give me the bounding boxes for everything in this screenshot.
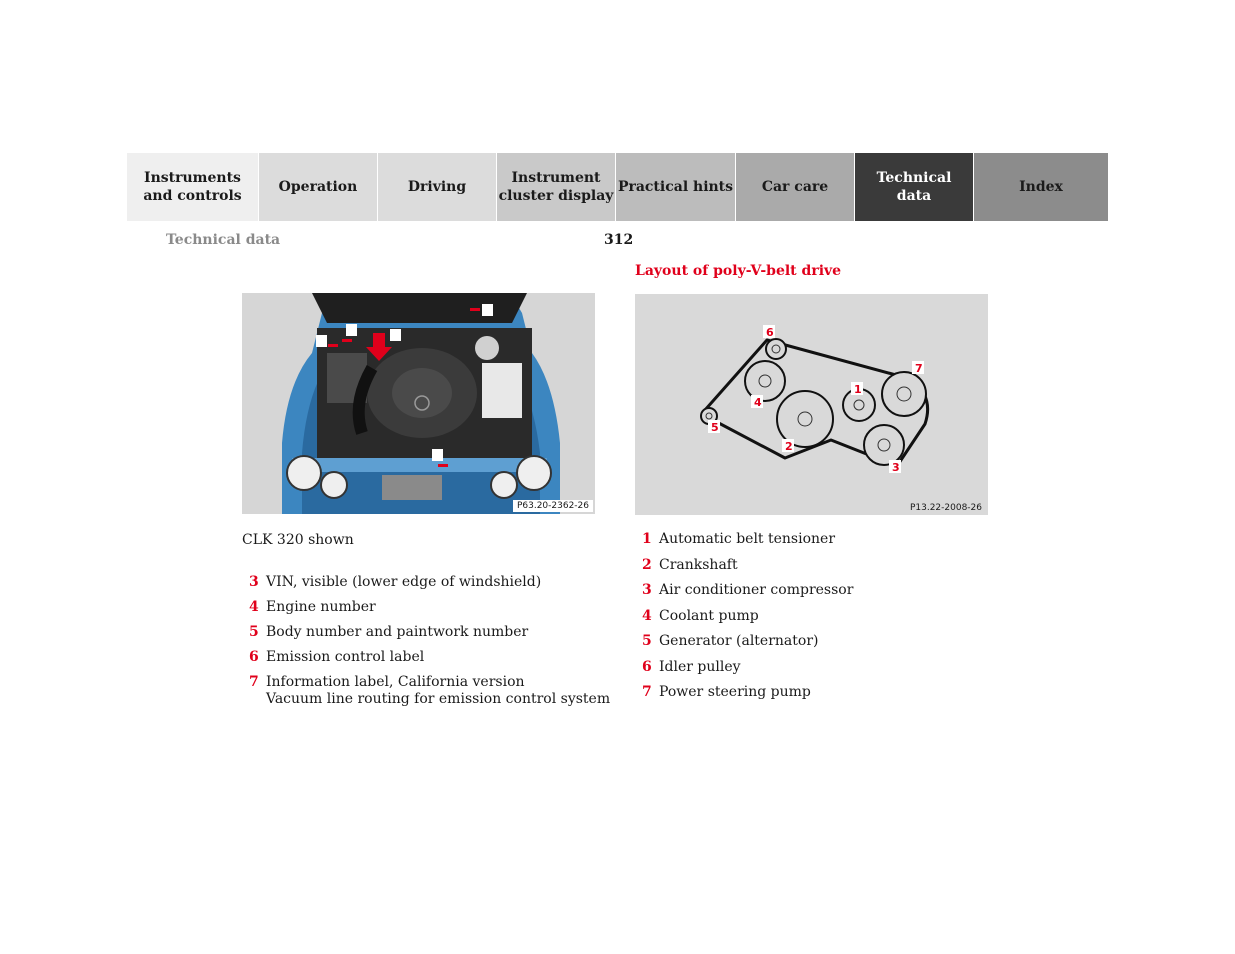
list-item — [242, 674, 610, 708]
belt-drive-heading: Layout of poly-V-belt drive — [635, 263, 842, 279]
item-number: 4 — [642, 607, 652, 624]
list-item — [635, 608, 853, 625]
diagram-label-1: 1 — [854, 383, 862, 396]
list-item — [242, 624, 610, 641]
diagram-label-7: 7 — [915, 362, 923, 375]
item-text: Coolant pump — [659, 607, 759, 624]
tab-index[interactable]: Index — [974, 153, 1108, 221]
item-number: 2 — [642, 556, 652, 573]
item-number: 5 — [249, 624, 259, 640]
list-item — [635, 684, 853, 701]
item-number: 3 — [249, 574, 259, 590]
item-text: Body number and paintwork number — [266, 624, 529, 640]
belt-drive-figure — [635, 294, 988, 515]
tab-instruments-and-controls[interactable]: Instruments and controls — [127, 153, 259, 221]
figure-caption: CLK 320 shown — [242, 532, 354, 548]
list-item — [635, 659, 853, 676]
figure-reference: P13.22-2008-26 — [909, 503, 982, 513]
tab-instrument-cluster-display[interactable]: Instrument cluster display — [497, 153, 616, 221]
tab-car-care[interactable]: Car care — [736, 153, 855, 221]
diagram-label-6: 6 — [766, 326, 774, 339]
item-text-secondary: Vacuum line routing for emission control system — [266, 691, 611, 707]
list-item — [242, 599, 610, 616]
diagram-label-2: 2 — [785, 440, 793, 453]
item-number: 3 — [642, 582, 652, 598]
list-item — [635, 557, 853, 574]
list-item — [635, 582, 853, 599]
engine-compartment-figure — [242, 293, 595, 514]
tab-driving[interactable]: Driving — [378, 153, 497, 221]
item-text: VIN, visible (lower edge of windshield) — [266, 574, 542, 590]
list-item — [635, 531, 853, 548]
item-text: Idler pulley — [659, 658, 741, 675]
belt-component-list — [635, 531, 853, 710]
item-text: Information label, California version — [266, 674, 525, 690]
item-number: 1 — [642, 531, 652, 547]
page-number: 312 — [604, 232, 634, 248]
belt-drive-diagram — [635, 294, 988, 515]
section-title: Technical data — [166, 232, 281, 248]
diagram-label-4: 4 — [754, 396, 762, 409]
engine-compartment-illustration — [242, 293, 595, 514]
label-location-list — [242, 574, 610, 716]
item-number: 5 — [642, 633, 652, 649]
diagram-label-3: 3 — [892, 461, 900, 474]
tab-operation[interactable]: Operation — [259, 153, 378, 221]
list-item — [242, 649, 610, 666]
figure-reference: P63.20-2362-26 — [513, 500, 593, 512]
item-number: 6 — [249, 649, 259, 665]
item-number: 7 — [642, 684, 652, 700]
item-text: Power steering pump — [659, 684, 811, 700]
item-number: 4 — [249, 599, 259, 615]
item-text: Engine number — [266, 599, 376, 615]
item-text: Crankshaft — [659, 556, 738, 573]
tab-practical-hints[interactable]: Practical hints — [616, 153, 736, 221]
item-text: Emission control label — [266, 649, 425, 665]
list-item — [635, 633, 853, 650]
item-number: 6 — [642, 658, 652, 675]
item-text: Automatic belt tensioner — [659, 531, 836, 547]
chapter-navigation — [127, 153, 1108, 221]
tab-technical-data[interactable]: Technical data — [855, 153, 974, 221]
list-item — [242, 574, 610, 591]
item-text: Generator (alternator) — [659, 633, 819, 649]
item-text: Air conditioner compressor — [659, 582, 854, 598]
item-number: 7 — [249, 674, 259, 690]
diagram-label-5: 5 — [711, 421, 719, 434]
